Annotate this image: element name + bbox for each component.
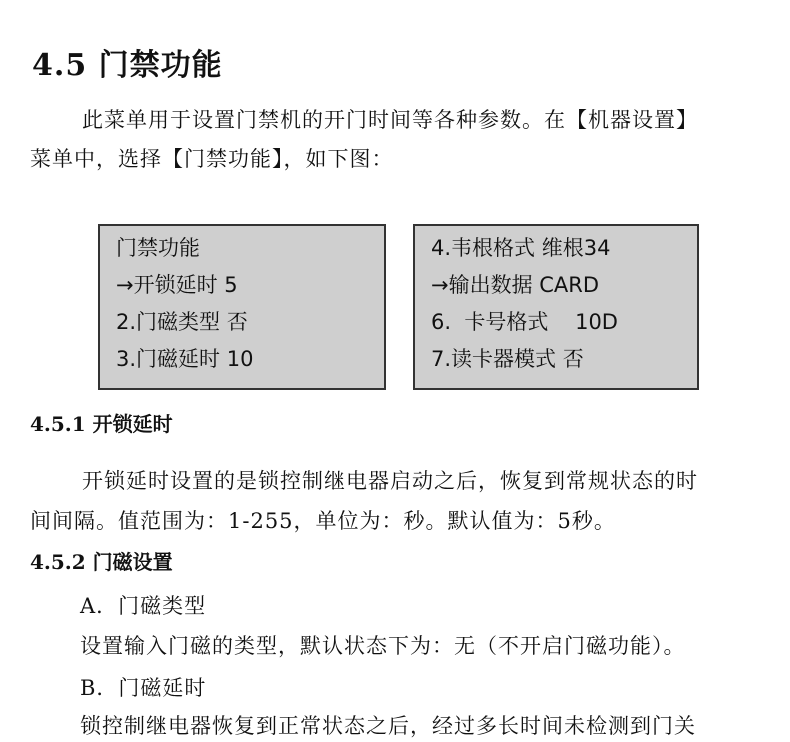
list-item-label: A．门磁类型 [80, 594, 207, 618]
menu-line: →开锁延时 5 [116, 273, 238, 297]
section-title: 门禁功能 [98, 48, 223, 83]
paragraph-line: 间间隔。值范围为：1-255，单位为：秒。默认值为：5秒。 [30, 509, 616, 533]
paragraph-line: 开锁延时设置的是锁控制继电器启动之后，恢复到常规状态的时 [82, 469, 698, 493]
menu-line: 4.韦根格式 维根34 [431, 236, 611, 260]
menu-screen-right [413, 224, 699, 390]
intro-line-1: 此菜单用于设置门禁机的开门时间等各种参数。在【机器设置】 [82, 108, 698, 132]
menu-line: →输出数据 CARD [431, 273, 600, 297]
paragraph-line: 锁控制继电器恢复到正常状态之后，经过多长时间未检测到门关 [80, 714, 696, 738]
menu-line: 6. 卡号格式 10D [431, 310, 618, 334]
menu-screen-left [98, 224, 386, 390]
paragraph-line: 设置输入门磁的类型，默认状态下为：无（不开启门磁功能）。 [80, 634, 686, 658]
subsection-title: 开锁延时 [92, 412, 173, 436]
subsection-heading-1 [30, 408, 173, 437]
subsection-number: 4.5.2 [30, 550, 86, 574]
intro-line-2: 菜单中，选择【门禁功能】，如下图： [30, 147, 394, 171]
menu-line: 3.门磁延时 10 [116, 347, 254, 371]
subsection-title: 门磁设置 [92, 550, 173, 574]
subsection-heading-2 [30, 546, 173, 575]
menu-line: 2.门磁类型 否 [116, 310, 248, 334]
menu-line: 门禁功能 [116, 236, 200, 260]
list-item-label: B．门磁延时 [80, 676, 207, 700]
section-heading [32, 40, 223, 84]
section-number: 4.5 [32, 48, 88, 83]
menu-line: 7.读卡器模式 否 [431, 347, 584, 371]
subsection-number: 4.5.1 [30, 412, 86, 436]
